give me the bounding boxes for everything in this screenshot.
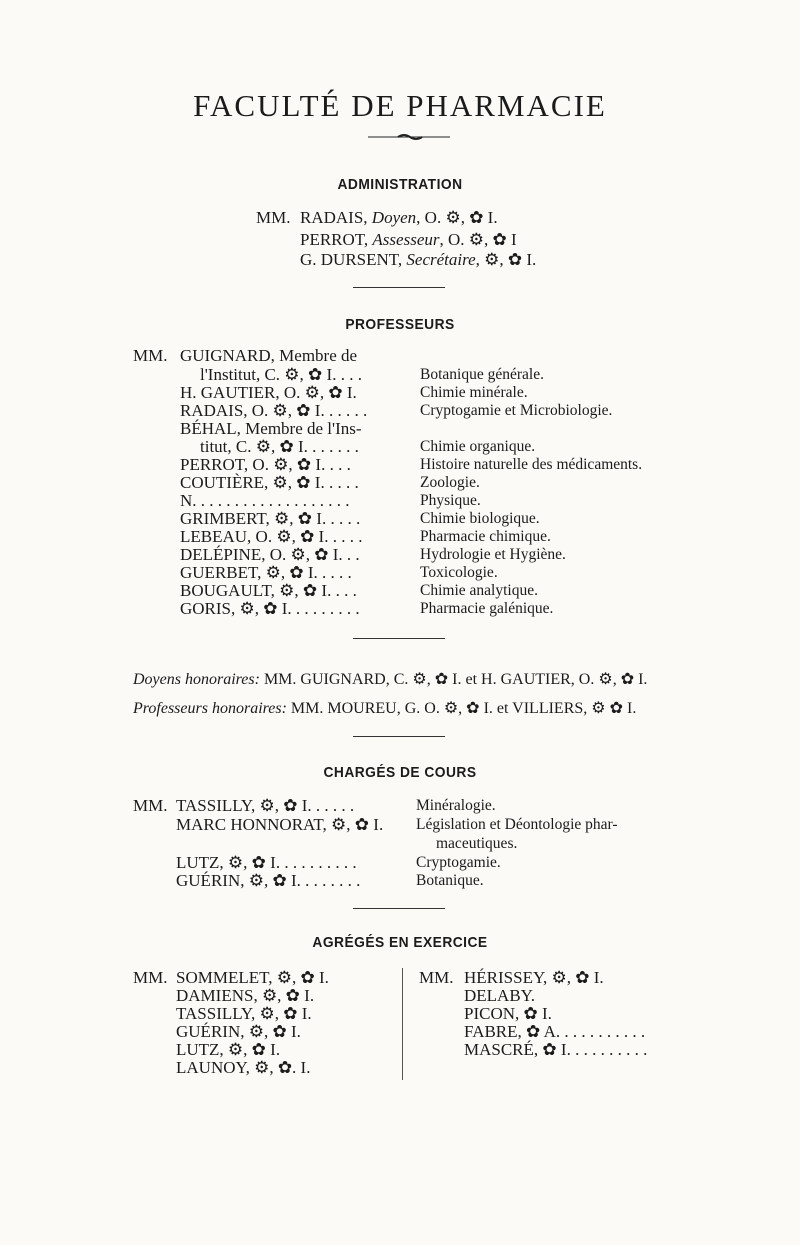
admin-honors: , O. ⚙, ✿ I. [416,208,498,227]
agreges-heading: AGRÉGÉS EN EXERCICE [312,934,488,951]
agreges-right-line: PICON, ✿ I. [464,1004,552,1023]
prof-subject: Zoologie. [420,474,480,491]
professeurs-honoraires-text: MM. MOUREU, G. O. ⚙, ✿ I. et VILLIERS, ⚙ ✿ I. [286,700,637,717]
prof-left-line: N. . . . . . . . . . . . . . . . . . . [180,491,350,510]
professeurs-honoraires-label: Professeurs honoraires: [133,700,287,717]
prof-subject: Histoire naturelle des médicaments. [420,456,643,473]
agreges-right-line: DELABY. [464,986,535,1005]
charges-prefix: MM. [133,796,168,815]
prof-left-line: H. GAUTIER, O. ⚙, ✿ I. [180,383,357,402]
charges-subject: Minéralogie. [416,797,496,814]
section-divider [353,638,445,639]
column-separator [402,968,403,1080]
prof-left-line: PERROT, O. ⚙, ✿ I. . . . [180,455,351,474]
doyens-honoraires [133,671,647,688]
charges-left-line: GUÉRIN, ⚙, ✿ I. . . . . . . . [176,871,361,890]
prof-subject: Chimie analytique. [420,582,538,599]
prof-subject: Chimie biologique. [420,510,540,527]
prof-left-line: GUERBET, ⚙, ✿ I. . . . . [180,563,352,582]
prof-subject: Pharmacie galénique. [420,600,554,617]
prof-subject: Pharmacie chimique. [420,528,551,545]
administration-prefix: MM. [256,208,291,227]
prof-subject: Physique. [420,492,481,509]
prof-left-line: titut, C. ⚙, ✿ I. . . . . . . [200,437,359,456]
ornament-divider [368,132,450,142]
agreges-left-line: SOMMELET, ⚙, ✿ I. [176,968,329,987]
doyens-honoraires-label: Doyens honoraires: [133,671,260,688]
prof-subject: Hydrologie et Hygiène. [420,546,566,563]
section-divider [353,736,445,737]
prof-left-line: l'Institut, C. ⚙, ✿ I. . . . [200,365,362,384]
prof-subject: Chimie organique. [420,438,536,455]
admin-role: Assesseur [372,230,440,249]
prof-subject: Toxicologie. [420,564,498,581]
agreges-right-line: HÉRISSEY, ⚙, ✿ I. [464,968,604,987]
page-title: FACULTÉ DE PHARMACIE [193,88,607,123]
admin-name: G. DURSENT, [300,250,407,269]
agreges-left-line: DAMIENS, ⚙, ✿ I. [176,986,315,1005]
prof-left-line: GORIS, ⚙, ✿ I. . . . . . . . . [180,599,360,618]
prof-left-line: BOUGAULT, ⚙, ✿ I. . . . [180,581,357,600]
prof-subject: Cryptogamie et Microbiologie. [420,402,613,419]
charges-heading: CHARGÉS DE COURS [323,764,477,781]
charges-subject: maceutiques. [436,835,518,852]
charges-subject: Botanique. [416,872,484,889]
administration-line [300,251,536,268]
charges-left-line: TASSILLY, ⚙, ✿ I. . . . . . [176,796,355,815]
prof-left-line: DELÉPINE, O. ⚙, ✿ I. . . [180,545,360,564]
agreges-left-line: LUTZ, ⚙, ✿ I. [176,1040,281,1059]
prof-left-line: COUTIÈRE, ⚙, ✿ I. . . . . [180,473,359,492]
admin-role: Secrétaire [406,250,476,269]
agreges-left-line: TASSILLY, ⚙, ✿ I. [176,1004,312,1023]
administration-line [300,231,517,248]
prof-subject: Chimie minérale. [420,384,528,401]
agreges-left-line: LAUNOY, ⚙, ✿. I. [176,1058,311,1077]
section-divider [353,287,445,288]
agreges-left-line: GUÉRIN, ⚙, ✿ I. [176,1022,301,1041]
agreges-right-line: FABRE, ✿ A. . . . . . . . . . . [464,1022,646,1041]
prof-left-line: LEBEAU, O. ⚙, ✿ I. . . . . [180,527,363,546]
section-divider [353,908,445,909]
professeurs-honoraires [133,700,636,717]
admin-name: RADAIS, [300,208,372,227]
doyens-honoraires-text: MM. GUIGNARD, C. ⚙, ✿ I. et H. GAUTIER, O. ⚙, ✿ I. [259,671,648,688]
administration-line [300,209,498,226]
charges-left-line: LUTZ, ⚙, ✿ I. . . . . . . . . . [176,853,357,872]
professeurs-prefix: MM. [133,346,168,365]
prof-left-line: BÉHAL, Membre de l'Ins- [180,419,362,438]
professeurs-heading: PROFESSEURS [345,316,455,333]
prof-subject: Botanique générale. [420,366,544,383]
charges-subject: Législation et Déontologie phar- [416,816,618,833]
admin-honors: , O. ⚙, ✿ I [439,230,517,249]
charges-left-line: MARC HONNORAT, ⚙, ✿ I. [176,815,384,834]
agreges-right-prefix: MM. [419,968,454,987]
agreges-right-line: MASCRÉ, ✿ I. . . . . . . . . . [464,1040,648,1059]
prof-left-line: GRIMBERT, ⚙, ✿ I. . . . . [180,509,361,528]
prof-left-line: RADAIS, O. ⚙, ✿ I. . . . . . [180,401,368,420]
prof-left-line: GUIGNARD, Membre de [180,346,358,365]
charges-subject: Cryptogamie. [416,854,501,871]
agreges-left-prefix: MM. [133,968,168,987]
admin-honors: , ⚙, ✿ I. [475,250,537,269]
admin-role: Doyen [371,208,417,227]
admin-name: PERROT, [300,230,373,249]
administration-heading: ADMINISTRATION [337,176,463,193]
